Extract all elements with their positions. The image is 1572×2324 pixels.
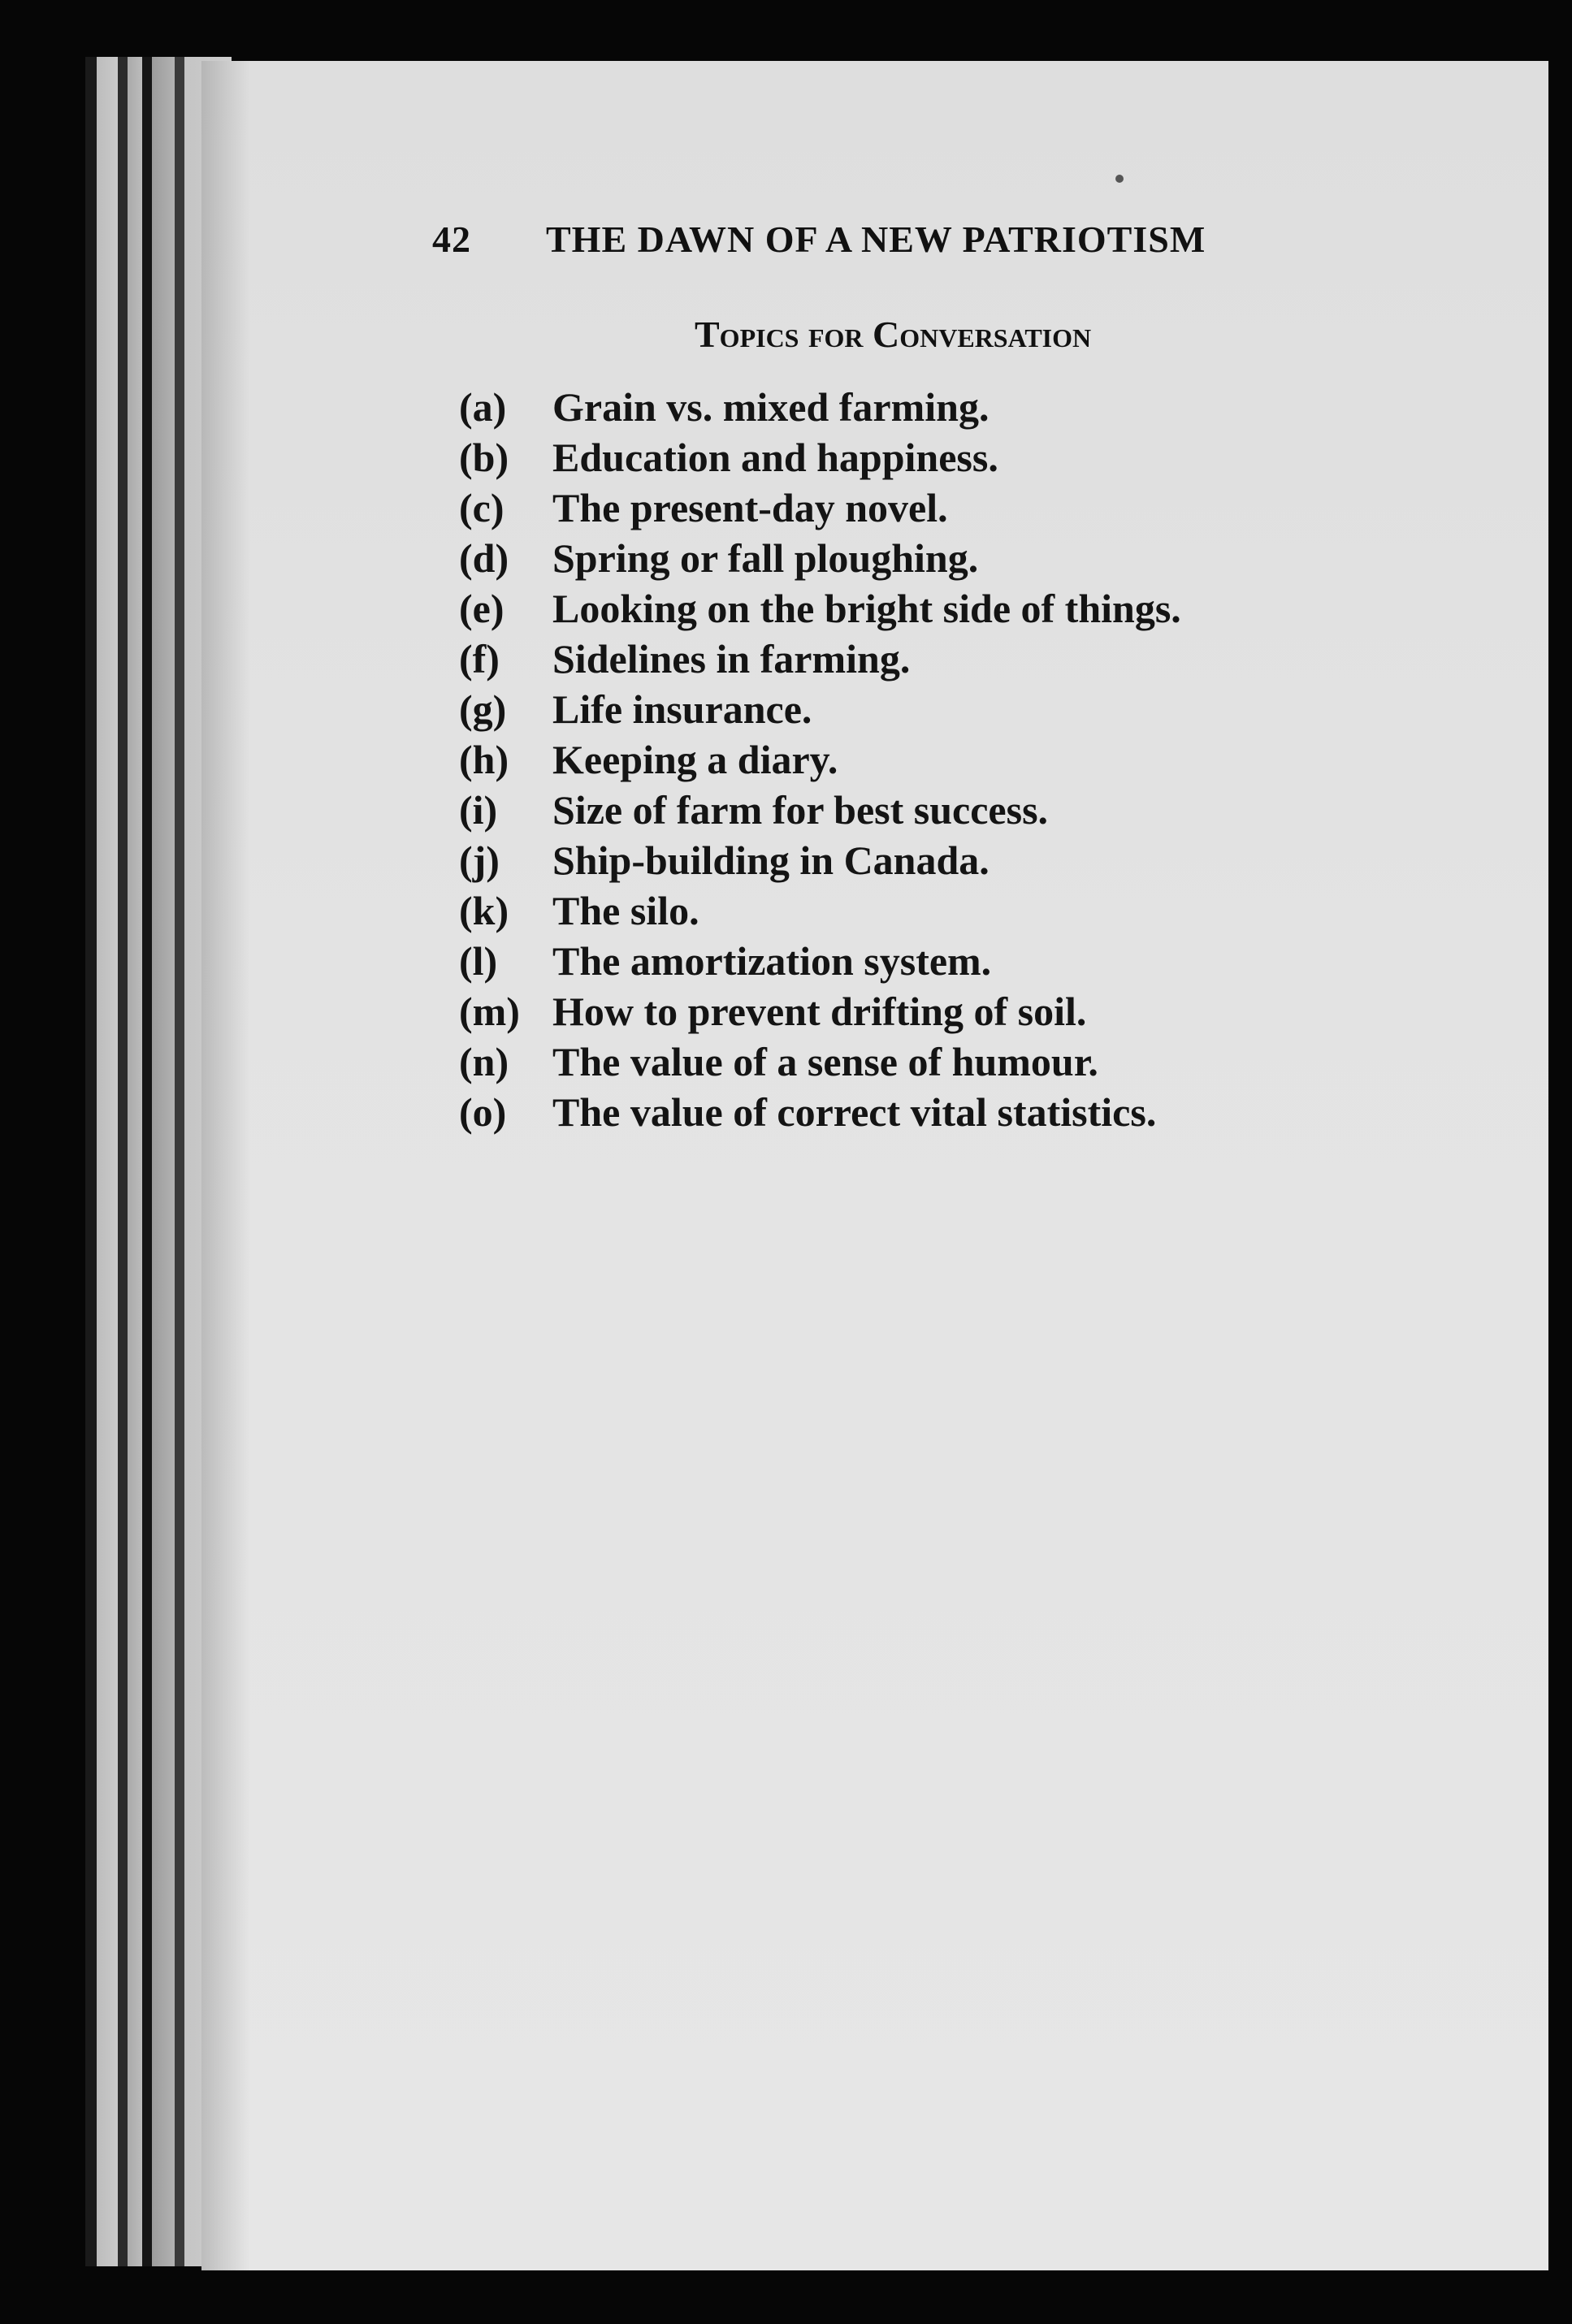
topic-item bbox=[459, 936, 1181, 986]
topic-text: Looking on the bright side of things. bbox=[552, 586, 1181, 631]
topic-text: Sidelines in farming. bbox=[552, 636, 911, 682]
topic-item bbox=[459, 533, 1181, 583]
topic-item bbox=[459, 1087, 1181, 1137]
topic-item bbox=[459, 634, 1181, 684]
topic-text: Education and happiness. bbox=[552, 435, 998, 480]
topic-text: The value of correct vital statistics. bbox=[552, 1089, 1157, 1135]
section-title: Topics for Conversation bbox=[695, 314, 1092, 355]
topic-letter: (a) bbox=[459, 384, 507, 430]
topic-letter: (n) bbox=[459, 1039, 509, 1084]
topic-letter: (j) bbox=[459, 837, 500, 883]
topic-item bbox=[459, 684, 1181, 734]
topic-letter: (o) bbox=[459, 1089, 507, 1135]
topic-letter: (h) bbox=[459, 737, 509, 782]
topic-text: How to prevent drifting of soil. bbox=[552, 989, 1087, 1034]
topic-letter: (i) bbox=[459, 787, 498, 833]
topic-item bbox=[459, 885, 1181, 936]
topic-item bbox=[459, 785, 1181, 835]
topic-letter: (b) bbox=[459, 435, 509, 480]
ink-spot bbox=[1115, 175, 1124, 183]
book-title: THE DAWN OF A NEW PATRIOTISM bbox=[546, 219, 1206, 260]
topic-letter: (d) bbox=[459, 535, 509, 581]
topic-item bbox=[459, 1036, 1181, 1087]
topic-letter: (m) bbox=[459, 989, 520, 1034]
topic-text: The amortization system. bbox=[552, 938, 992, 984]
topic-text: The value of a sense of humour. bbox=[552, 1039, 1098, 1084]
topic-letter: (g) bbox=[459, 686, 507, 732]
topic-text: The silo. bbox=[552, 888, 699, 933]
topic-list bbox=[459, 382, 1181, 1137]
topic-item bbox=[459, 734, 1181, 785]
topic-item bbox=[459, 986, 1181, 1036]
topic-letter: (c) bbox=[459, 485, 505, 530]
topic-letter: (f) bbox=[459, 636, 500, 682]
topic-item bbox=[459, 835, 1181, 885]
page-number: 42 bbox=[432, 219, 471, 260]
topic-text: Grain vs. mixed farming. bbox=[552, 384, 990, 430]
topic-text: Life insurance. bbox=[552, 686, 812, 732]
topic-text: Size of farm for best success. bbox=[552, 787, 1049, 833]
topic-item bbox=[459, 483, 1181, 533]
topic-item bbox=[459, 382, 1181, 432]
running-head bbox=[432, 218, 1342, 283]
topic-text: The present-day novel. bbox=[552, 485, 948, 530]
topic-item bbox=[459, 583, 1181, 634]
topic-text: Keeping a diary. bbox=[552, 737, 838, 782]
topic-text: Ship-building in Canada. bbox=[552, 837, 990, 883]
topic-item bbox=[459, 432, 1181, 483]
topic-letter: (l) bbox=[459, 938, 498, 984]
topic-letter: (e) bbox=[459, 586, 505, 631]
topic-text: Spring or fall ploughing. bbox=[552, 535, 979, 581]
topic-letter: (k) bbox=[459, 888, 509, 933]
